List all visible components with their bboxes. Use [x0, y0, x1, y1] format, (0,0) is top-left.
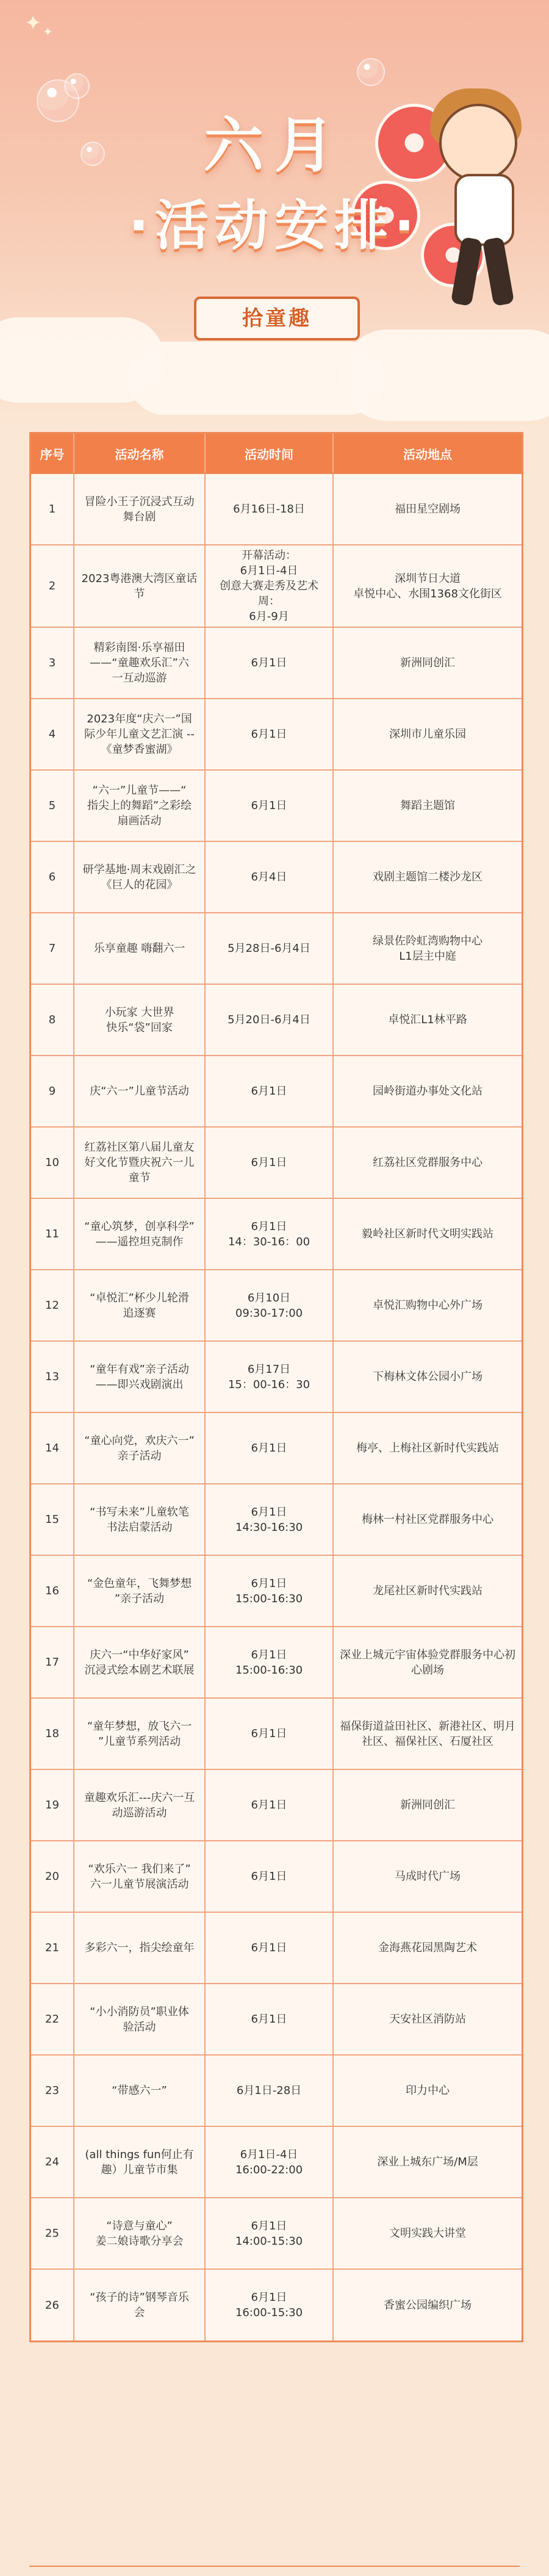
table-row [31, 1484, 522, 1555]
table-body [31, 473, 522, 2340]
activity-location: 深业上城东广场/M层 [333, 2126, 522, 2198]
row-number: 15 [31, 1484, 74, 1555]
table-row [31, 545, 522, 627]
activity-name: 精彩南图·乐享福田 ——“童趣欢乐汇”六 一互动巡游 [74, 627, 205, 699]
row-number: 4 [31, 699, 74, 770]
activity-time: 6月1日 [205, 770, 333, 841]
activity-location: 深圳市儿童乐园 [333, 699, 522, 770]
star-icon: ✦ [43, 24, 53, 39]
activity-name: (all things fun何止有 趣）儿童节市集 [74, 2126, 205, 2198]
table-row [31, 1912, 522, 1984]
activity-name: “小小消防员”职业体 验活动 [74, 1984, 205, 2055]
activity-location: 印力中心 [333, 2055, 522, 2126]
hero-banner [0, 0, 549, 427]
activity-location: 园岭街道办事处文化站 [333, 1056, 522, 1127]
activity-location: 天安社区消防站 [333, 1984, 522, 2055]
theme-badge: 拾童趣 [194, 297, 360, 340]
activity-time: 6月17日 15：00-16：30 [205, 1341, 333, 1412]
activity-name: “孩子的诗”钢琴音乐 会 [74, 2269, 205, 2340]
row-number: 11 [31, 1198, 74, 1270]
activity-time: 开幕活动： 6月1日-4日 创意大赛走秀及艺术周： 6月-9月 [205, 545, 333, 627]
activity-time: 6月1日-28日 [205, 2055, 333, 2126]
activity-time: 6月1日 14:00-15:30 [205, 2198, 333, 2269]
activity-name: 童趣欢乐汇---庆六一互 动巡游活动 [74, 1769, 205, 1841]
column-header-activity-name: 活动名称 [74, 434, 205, 473]
activity-name: “卓悦汇”杯少儿轮滑 追逐赛 [74, 1270, 205, 1341]
activity-name: 庆六一“中华好家风” 沉浸式绘本剧艺术联展 [74, 1627, 205, 1698]
activity-time: 6月1日 [205, 1056, 333, 1127]
activity-name: “童心筑梦，创享科学” ——遥控坦克制作 [74, 1198, 205, 1270]
row-number: 10 [31, 1127, 74, 1198]
activity-location: 戏剧主题馆二楼沙龙区 [333, 841, 522, 913]
activity-location: 下梅林文体公园小广场 [333, 1341, 522, 1412]
activity-time: 6月1日 15:00-16:30 [205, 1627, 333, 1698]
activity-time: 6月1日 [205, 1984, 333, 2055]
activity-name: “书写未来”儿童软笔 书法启蒙活动 [74, 1484, 205, 1555]
activity-time: 6月1日 [205, 1412, 333, 1484]
table-row [31, 770, 522, 841]
table-row [31, 2055, 522, 2126]
activity-time: 5月28日-6月4日 [205, 913, 333, 984]
activity-time: 6月1日 14：30-16：00 [205, 1198, 333, 1270]
table-row [31, 699, 522, 770]
bubble-decoration [357, 58, 385, 86]
activity-time: 6月1日 [205, 627, 333, 699]
activity-name: 小玩家 大世界 快乐“袋”回家 [74, 984, 205, 1056]
activity-location: 福田星空剧场 [333, 473, 522, 545]
activity-name: “欢乐六一 我们来了” 六一儿童节展演活动 [74, 1841, 205, 1912]
activity-location: 文明实践大讲堂 [333, 2198, 522, 2269]
row-number: 20 [31, 1841, 74, 1912]
activity-location: 卓悦汇L1林平路 [333, 984, 522, 1056]
table-row [31, 1056, 522, 1127]
activity-name: 2023粤港澳大湾区童话 节 [74, 545, 205, 627]
activity-name: “六一”儿童节——“ 指尖上的舞蹈”之彩绘 扇画活动 [74, 770, 205, 841]
activity-location: 香蜜公园编织广场 [384, 2298, 472, 2312]
table-row [31, 1270, 522, 1341]
activity-name: “金色童年，飞舞梦想 ”亲子活动 [74, 1555, 205, 1627]
activity-name: “诗意与童心” 姜二娘诗歌分享会 [74, 2198, 205, 2269]
row-number: 16 [31, 1555, 74, 1627]
activity-name: 2023年度“庆六一”国 际少年儿童文艺汇演 -- 《童梦香蜜湖》 [74, 699, 205, 770]
activity-location: 龙尾社区新时代实践站 [333, 1555, 522, 1627]
table-bottom-divider [29, 2566, 520, 2567]
activity-time: 6月4日 [205, 841, 333, 913]
row-number: 21 [31, 1912, 74, 1984]
activity-name: “童年梦想，放飞六一 ”儿童节系列活动 [74, 1698, 205, 1769]
row-number: 8 [31, 984, 74, 1056]
star-icon: ✦ [24, 11, 42, 35]
activity-time: 6月16日-18日 [205, 473, 333, 545]
activity-name: 多彩六一，指尖绘童年 [74, 1912, 205, 1984]
activity-time: 6月1日 15:00-16:30 [205, 1555, 333, 1627]
bubble-decoration [64, 73, 90, 99]
table-row [31, 984, 522, 1056]
activity-location: 卓悦汇购物中心外广场 [333, 1270, 522, 1341]
table-row [31, 1555, 522, 1627]
table-row [31, 1627, 522, 1698]
row-number: 26 [31, 2269, 74, 2340]
table-row [31, 913, 522, 984]
activity-location: 舞蹈主题馆 [333, 770, 522, 841]
table-row [31, 2126, 522, 2198]
row-number: 22 [31, 1984, 74, 2055]
activity-location: 新洲同创汇 [333, 1769, 522, 1841]
table-row [31, 1127, 522, 1198]
activity-location: 深圳节日大道 卓悦中心、水围1368文化街区 [333, 545, 522, 627]
activity-time: 6月1日 [205, 1912, 333, 1984]
activity-location: 福保街道益田社区、新港社区、明月 社区、福保社区、石厦社区 [333, 1698, 522, 1769]
table-row [31, 473, 522, 545]
row-number: 24 [31, 2126, 74, 2198]
row-number: 5 [31, 770, 74, 841]
row-number: 14 [31, 1412, 74, 1484]
row-number: 9 [31, 1056, 74, 1127]
activity-time: 6月1日 [205, 1769, 333, 1841]
row-number: 25 [31, 2198, 74, 2269]
page-title: 六月 [203, 111, 345, 181]
table-row [31, 1412, 522, 1484]
activity-name: 乐享童趣 嗨翻六一 [74, 913, 205, 984]
activity-time: 6月1日 [205, 1698, 333, 1769]
activity-location: 梅亭、上梅社区新时代实践站 [333, 1412, 522, 1484]
table-row [31, 1341, 522, 1412]
cloud-decoration [342, 329, 549, 421]
activity-time: 6月1日 16:00-15:30 [205, 2269, 333, 2340]
table-row [31, 627, 522, 699]
table-row [31, 841, 522, 913]
table-header-row [31, 434, 522, 473]
row-number: 2 [31, 545, 74, 627]
table-row [31, 1198, 522, 1270]
activity-table [29, 432, 523, 2342]
column-header-activity-location: 活动地点 [333, 434, 522, 473]
table-row [31, 1841, 522, 1912]
activity-location: 梅林一村社区党群服务中心 [333, 1484, 522, 1555]
column-header-number: 序号 [31, 434, 74, 473]
activity-time: 6月1日 [205, 1841, 333, 1912]
activity-name: 研学基地·周末戏剧汇之 《巨人的花园》 [74, 841, 205, 913]
activity-time: 6月1日 14:30-16:30 [205, 1484, 333, 1555]
activity-name: “童心向党，欢庆六一” 亲子活动 [74, 1412, 205, 1484]
page-subtitle: ·活动安排· [128, 194, 421, 257]
row-number: 6 [31, 841, 74, 913]
activity-location: 绿景佐阾虹湾购物中心 L1层主中庭 [333, 913, 522, 984]
column-header-activity-time: 活动时间 [205, 434, 333, 473]
activity-name: 红荔社区第八届儿童友 好文化节暨庆祝六一儿 童节 [74, 1127, 205, 1198]
row-number: 19 [31, 1769, 74, 1841]
row-number: 1 [31, 473, 74, 545]
activity-location: 马成时代广场 [333, 1841, 522, 1912]
row-number: 12 [31, 1270, 74, 1341]
table-row [31, 1984, 522, 2055]
table-row [31, 1769, 522, 1841]
activity-time: 6月1日 [205, 699, 333, 770]
activity-name: “带感六一” [74, 2055, 205, 2126]
activity-location: 毅岭社区新时代文明实践站 [333, 1198, 522, 1270]
table-row [31, 1698, 522, 1769]
activity-location: 新洲同创汇 [333, 627, 522, 699]
activity-time: 6月1日-4日 16:00-22:00 [205, 2126, 333, 2198]
activity-location: 红荔社区党群服务中心 [333, 1127, 522, 1198]
activity-time: 6月10日 09:30-17:00 [205, 1270, 333, 1341]
row-number: 7 [31, 913, 74, 984]
row-number: 23 [31, 2055, 74, 2126]
activity-location: 金海燕花园黑陶艺术 [333, 1912, 522, 1984]
activity-name: 庆“六一”儿童节活动 [74, 1056, 205, 1127]
activity-name: 冒险小王子沉浸式互动 舞台剧 [74, 473, 205, 545]
table-row [31, 2198, 522, 2269]
activity-location: 深业上城元宇宙体验党群服务中心初 心剧场 [333, 1627, 522, 1698]
row-number: 17 [31, 1627, 74, 1698]
row-number: 18 [31, 1698, 74, 1769]
row-number: 3 [31, 627, 74, 699]
row-number: 13 [31, 1341, 74, 1412]
activity-time: 6月1日 [205, 1127, 333, 1198]
table-row [31, 2269, 522, 2340]
activity-time: 5月20日-6月4日 [205, 984, 333, 1056]
activity-name: “童年有戏”亲子活动 ——即兴戏剧演出 [74, 1341, 205, 1412]
